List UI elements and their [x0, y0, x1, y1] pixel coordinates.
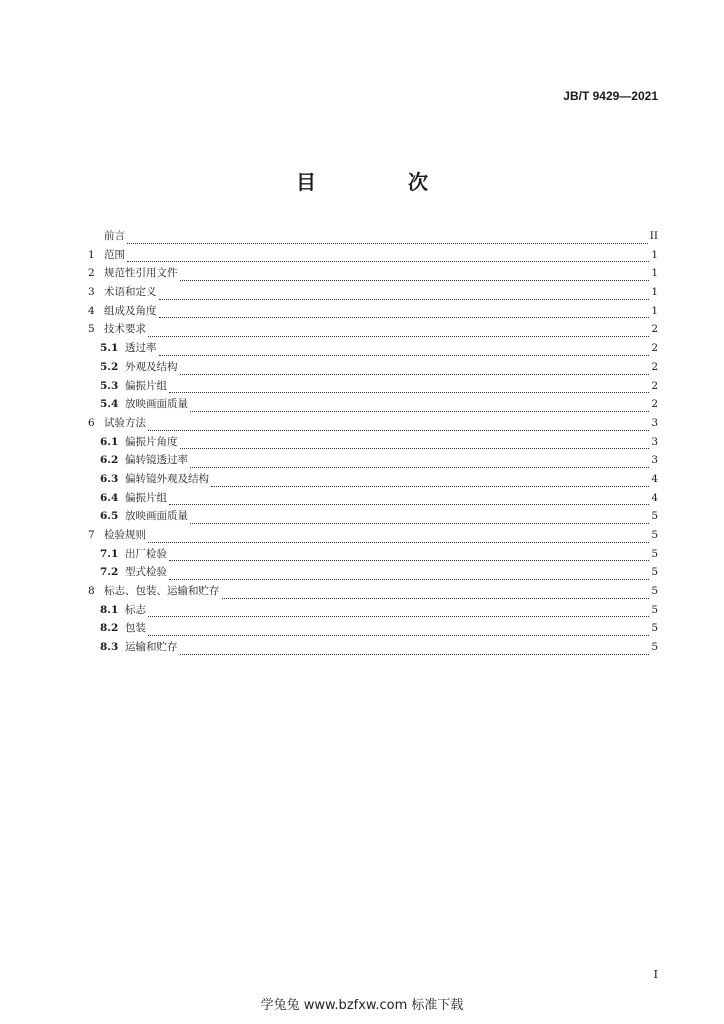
toc-entry-label: 运输和贮存	[125, 641, 178, 654]
toc-entry-label: 标志、包装、运输和贮存	[104, 585, 220, 598]
toc-entry[interactable]	[88, 564, 658, 583]
toc-entry-label: 放映画面质量	[125, 510, 188, 523]
toc-entry-label: 检验规则	[104, 529, 146, 541]
toc-entry-page: 2	[651, 360, 658, 373]
toc-entry-label: 放映画面质量	[125, 398, 188, 411]
table-of-contents	[88, 228, 658, 658]
toc-entry-label: 技术要求	[104, 323, 146, 336]
toc-entry-label: 外观及结构	[125, 360, 178, 373]
toc-entry-number: 5.2	[100, 360, 119, 373]
toc-entry[interactable]	[88, 284, 658, 303]
toc-entry-label: 偏振片组	[125, 379, 167, 392]
toc-entry-page: 5	[651, 641, 658, 654]
toc-entry-label: 型式检验	[125, 566, 167, 579]
toc-entry[interactable]	[88, 620, 658, 639]
dot-leader	[169, 579, 649, 580]
toc-entry-page: 3	[651, 435, 658, 448]
dot-leader	[190, 467, 649, 468]
toc-entry-label: 偏转镜透过率	[125, 454, 188, 467]
toc-entry-number: 7.1	[100, 547, 119, 560]
toc-entry-page: 5	[651, 585, 658, 598]
toc-entry-number: 5.4	[100, 398, 119, 411]
toc-entry[interactable]	[88, 228, 658, 247]
toc-entry-number: 7.2	[100, 566, 119, 579]
toc-entry-label: 偏振片角度	[125, 435, 178, 448]
page-number: I	[653, 968, 658, 981]
toc-entry-number: 6	[88, 416, 95, 429]
toc-entry-number: 5.1	[100, 342, 119, 355]
toc-entry-page: 3	[651, 454, 658, 467]
dot-leader	[169, 504, 649, 505]
dot-leader	[222, 598, 650, 599]
toc-entry[interactable]	[88, 508, 658, 527]
toc-entry-number: 6.2	[100, 454, 119, 467]
toc-entry[interactable]	[88, 378, 658, 397]
dot-leader	[180, 280, 650, 281]
toc-entry-number: 8	[88, 585, 95, 598]
toc-entry[interactable]	[88, 546, 658, 565]
toc-entry-page: 3	[651, 416, 658, 429]
toc-entry[interactable]	[88, 471, 658, 490]
toc-entry-page: 5	[651, 529, 658, 541]
toc-entry-page: 1	[651, 248, 658, 261]
toc-entry-number: 6.1	[100, 435, 119, 448]
dot-leader	[190, 523, 649, 524]
toc-entry-label: 偏转镜外观及结构	[125, 472, 209, 485]
toc-entry-label: 出厂检验	[125, 547, 167, 560]
toc-entry-label: 试验方法	[104, 416, 146, 429]
toc-entry-number: 3	[88, 286, 95, 299]
toc-entry-number: 5	[88, 323, 95, 336]
toc-entry-page: 1	[651, 304, 658, 317]
toc-entry[interactable]	[88, 265, 658, 284]
toc-entry[interactable]	[88, 321, 658, 340]
toc-entry[interactable]	[88, 247, 658, 266]
toc-entry-label: 术语和定义	[104, 286, 157, 299]
dot-leader	[180, 654, 650, 655]
toc-entry-label: 前言	[104, 230, 125, 242]
toc-entry-label: 透过率	[125, 342, 157, 355]
toc-entry-number: 2	[88, 267, 95, 280]
dot-leader	[148, 542, 649, 543]
toc-entry-number: 4	[88, 304, 95, 317]
dot-leader	[169, 560, 649, 561]
toc-entry-number: 6.3	[100, 472, 119, 485]
toc-entry[interactable]	[88, 340, 658, 359]
standard-code: JB/T 9429—2021	[563, 89, 658, 103]
toc-entry-label: 组成及角度	[104, 304, 157, 317]
toc-entry-page: 2	[651, 398, 658, 411]
toc-entry-page: 5	[651, 566, 658, 579]
toc-entry-page: 4	[651, 472, 658, 485]
toc-entry-page: 5	[651, 622, 658, 635]
toc-entry-number: 7	[88, 529, 95, 541]
toc-entry[interactable]	[88, 415, 658, 434]
dot-leader	[148, 336, 649, 337]
toc-entry-page: 5	[651, 510, 658, 523]
dot-leader	[159, 355, 650, 356]
toc-entry-label: 包装	[125, 622, 146, 635]
toc-entry-number: 1	[88, 248, 95, 261]
toc-entry-number: 6.4	[100, 491, 119, 504]
dot-leader	[127, 261, 649, 262]
toc-entry[interactable]	[88, 639, 658, 658]
dot-leader	[127, 243, 648, 244]
dot-leader	[180, 448, 650, 449]
toc-entry[interactable]	[88, 527, 658, 546]
dot-leader	[148, 430, 649, 431]
dot-leader	[148, 635, 649, 636]
toc-entry-label: 偏振片组	[125, 491, 167, 504]
toc-entry[interactable]	[88, 303, 658, 322]
dot-leader	[148, 616, 649, 617]
toc-entry-label: 范围	[104, 248, 125, 261]
toc-entry-label: 标志	[125, 603, 146, 616]
toc-entry[interactable]	[88, 583, 658, 602]
toc-entry-page: 1	[651, 286, 658, 299]
dot-leader	[169, 392, 649, 393]
watermark-text: 学兔兔 www.bzfxw.com 标准下载	[260, 998, 464, 1013]
toc-entry-page: 5	[651, 603, 658, 616]
dot-leader	[159, 317, 650, 318]
toc-entry[interactable]	[88, 359, 658, 378]
toc-entry-number: 8.1	[100, 603, 119, 616]
toc-entry-label: 规范性引用文件	[104, 267, 178, 280]
toc-entry-page: 5	[651, 547, 658, 560]
toc-entry-page: II	[649, 230, 658, 242]
toc-entry[interactable]	[88, 452, 658, 471]
page-title: 目 次	[296, 170, 464, 194]
toc-entry[interactable]	[88, 602, 658, 621]
toc-entry-page: 2	[651, 379, 658, 392]
dot-leader	[190, 411, 649, 412]
toc-entry-number: 8.2	[100, 622, 119, 635]
toc-entry-number: 6.5	[100, 510, 119, 523]
toc-entry-page: 2	[651, 323, 658, 336]
toc-entry-page: 2	[651, 342, 658, 355]
toc-entry[interactable]	[88, 396, 658, 415]
dot-leader	[159, 299, 650, 300]
toc-entry[interactable]	[88, 490, 658, 509]
toc-entry-number: 5.3	[100, 379, 119, 392]
toc-entry-number: 8.3	[100, 641, 119, 654]
toc-entry[interactable]	[88, 434, 658, 453]
dot-leader	[211, 486, 649, 487]
dot-leader	[180, 374, 650, 375]
toc-entry-page: 4	[651, 491, 658, 504]
toc-entry-page: 1	[651, 267, 658, 280]
